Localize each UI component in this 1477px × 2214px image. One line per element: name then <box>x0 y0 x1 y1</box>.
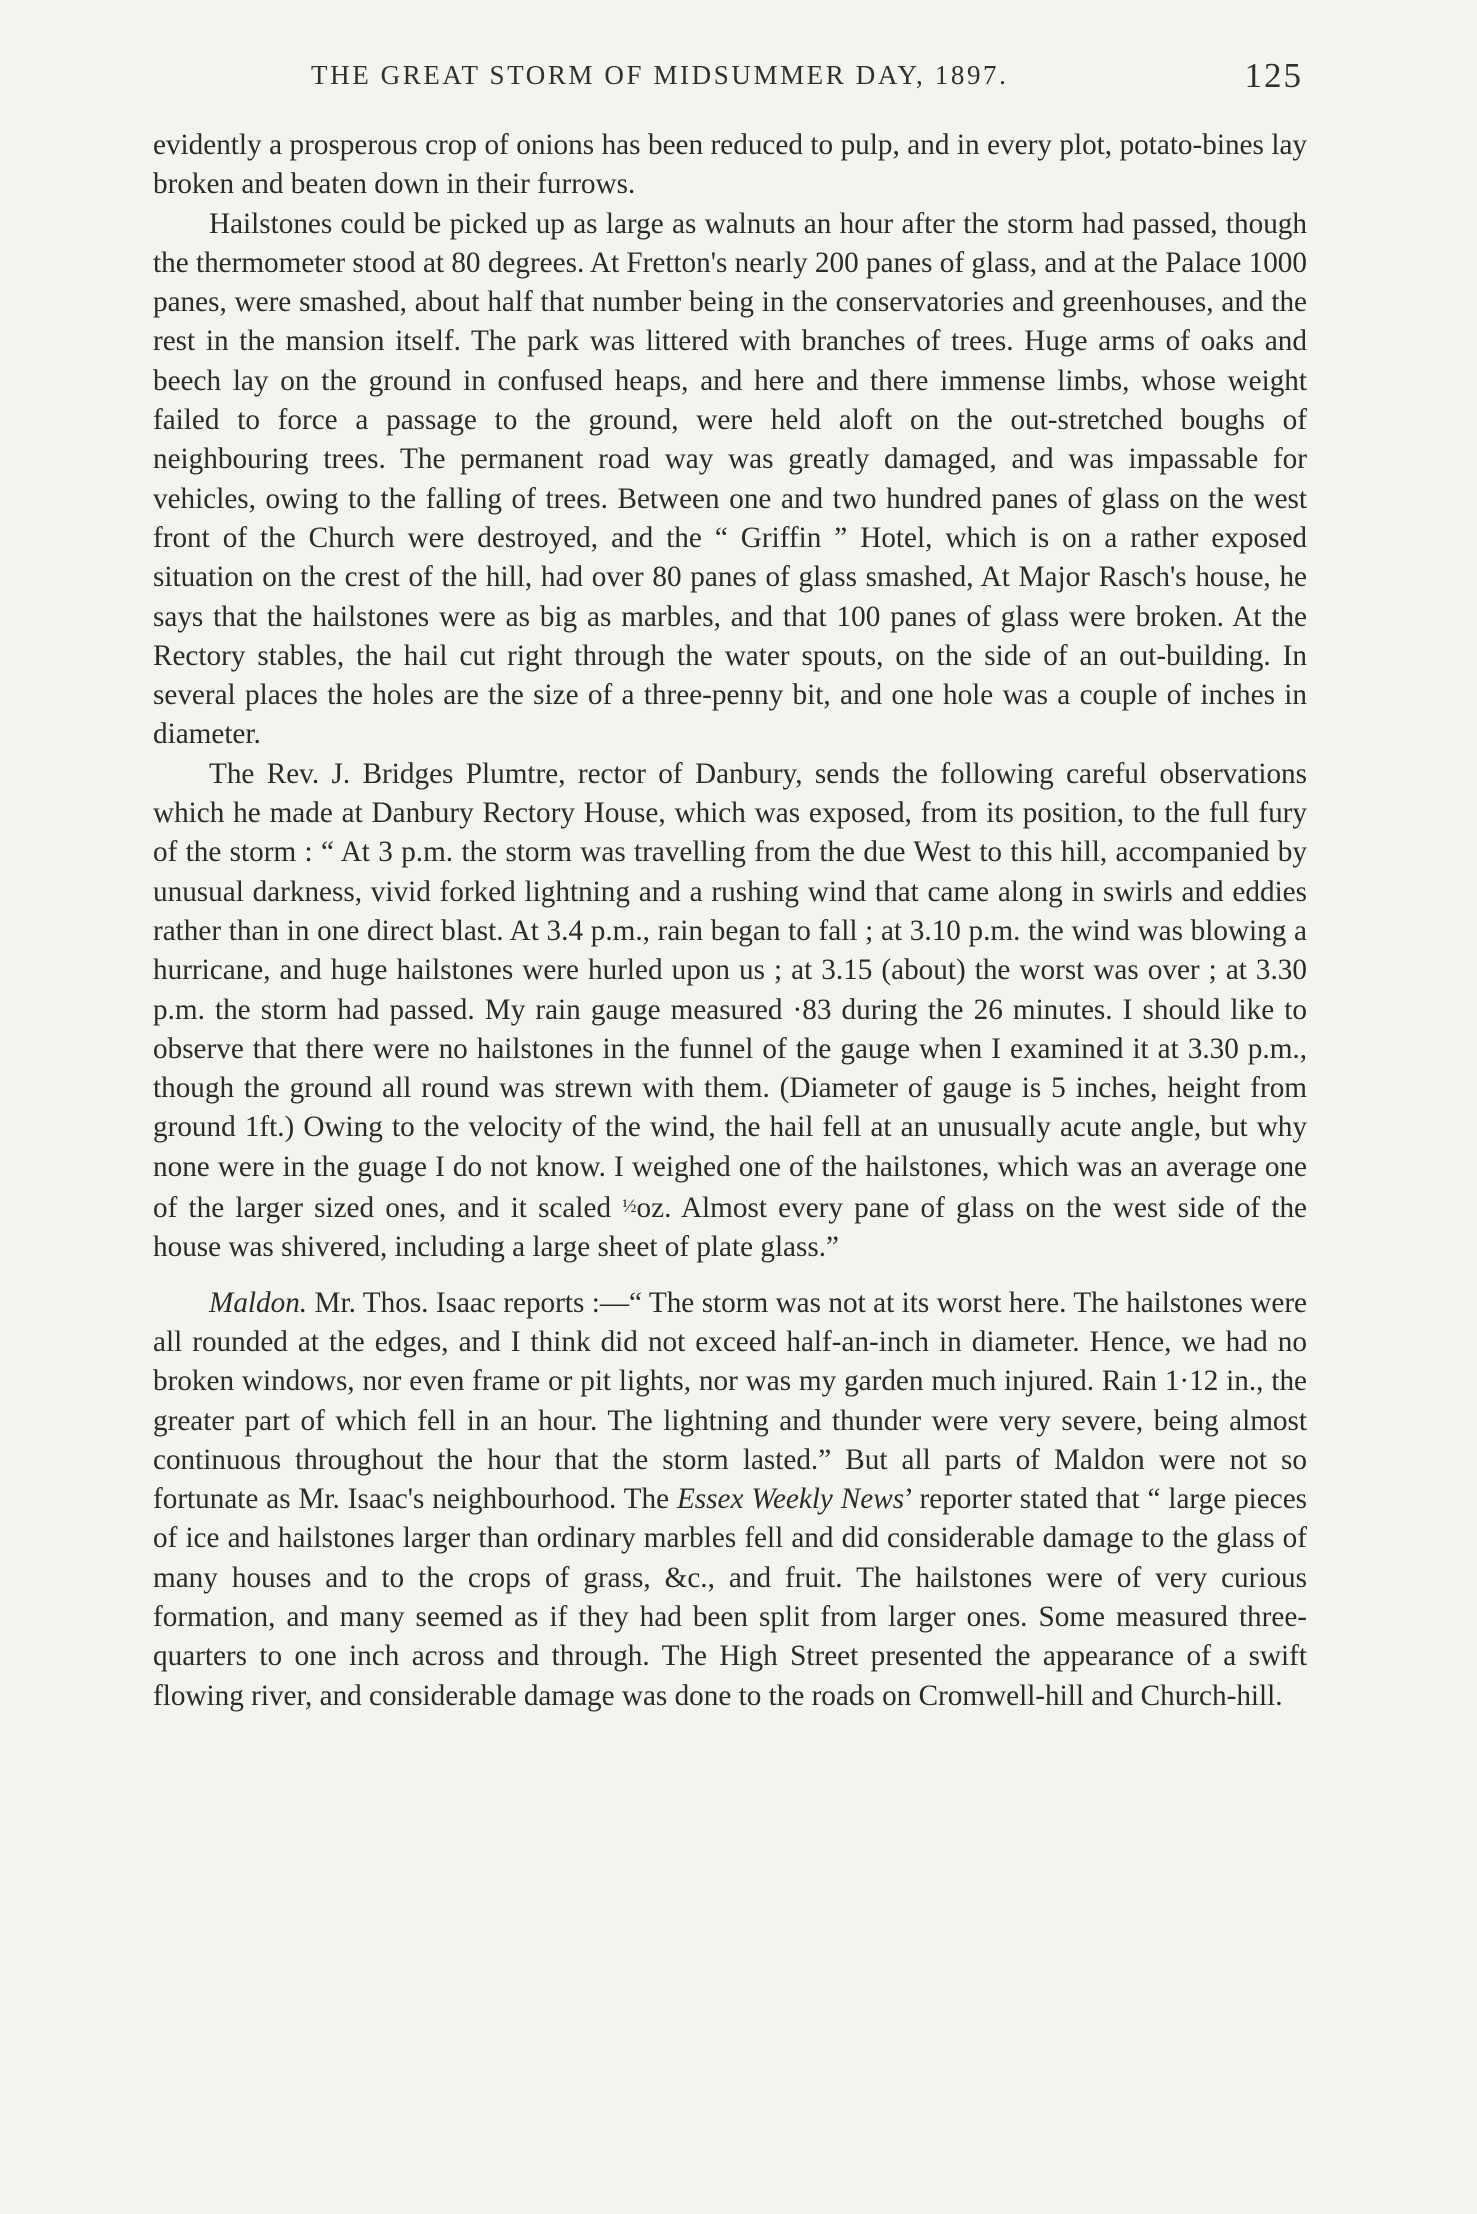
paragraph-hailstones: Hailstones could be picked up as large as walnuts an hour after the storm had passed, though the thermometer stood at 80 degrees. At Fretton's nearly 200 panes of glass, and at the Palace 1000 panes, were smashed, about half that number being in the conservatories and greenhouses, and the rest in the mansion itself. The park was littered with branches of trees. Huge arms of oaks and beech lay on the ground in confused heaps, and here and there immense limbs, whose weight failed to force a passage to the ground, were held aloft on the out-stretched boughs of neighbouring trees. The permanent road way was greatly damaged, and was impassable for vehicles, owing to the falling of trees. Between one and two hundred panes of glass on the west front of the Church were destroyed, and the “ Griffin ” Hotel, which is on a rather exposed situation on the crest of the hill, had over 80 panes of glass smashed, At Major Rasch's house, he says that the hailstones were as big as marbles, and that 100 panes of glass were broken. At the Rectory stables, the hail cut right through the water spouts, on the side of an out-building. In several places the holes are the size of a three-penny bit, and one hole was a couple of inches in diameter. <box>153 207 1307 751</box>
page-number: 125 <box>1244 56 1303 95</box>
running-head <box>153 56 1303 104</box>
paragraph-maldon <box>153 1284 1307 1716</box>
maldon-reporter-text: ’ reporter stated that “ large pieces of ice and hailstones larger than ordinary marbles fell and did considerable damage to the glass of many houses and to the crops of grass, &c., and fruit. The hailstones were of very curious formation, and many seemed as if they had been split from larger ones. Some measured three-quarters to one inch across and through. The High Street presented the appearance of a swift flowing river, and considerable damage was done to the roads on Cromwell-hill and Church-hill. <box>153 1483 1308 1712</box>
maldon-report-text: Mr. Thos. Isaac reports :—“ The storm was not at its worst here. The hailstones were all rounded at the edges, and I think did not exceed half-an-inch in diameter. Hence, we had no broken windows, nor even frame or pit lights, nor was my garden much injured. Rain 1·12 in., the greater part of which fell in an hour. The lightning and thunder were very severe, being almost continuous throughout the hour that the storm lasted.” But all parts of Maldon were not so fortunate as Mr. Isaac's neighbourhood. The <box>153 1286 1308 1516</box>
danbury-observations-end: oz. Almost every pane of glass on the west side of the house was shivered, including a large sheet of plate glass.” <box>153 1192 1308 1264</box>
paragraph-danbury-rectory <box>153 755 1307 1268</box>
newspaper-title: Essex Weekly News <box>676 1483 905 1516</box>
danbury-observations-text: The Rev. J. Bridges Plumtre, rector of Danbury, sends the following careful observations which he made at Danbury Rectory House, which was exposed, from its position, to the full fury of the storm : “ At 3 p.m. the storm was travelling from the due West to this hill, accompanied by unusual darkness, vivid forked lightning and a rushing wind that came along in swirls and eddies rather than in one direct blast. At 3.4 p.m., rain began to fall ; at 3.10 p.m. the wind was blowing a hurricane, and huge hailstones were hurled upon us ; at 3.15 (about) the worst was over ; at 3.30 p.m. the storm had passed. My rain gauge measured ·83 during the 26 minutes. I should like to observe that there were no hailstones in the funnel of the gauge when I examined it at 3.30 p.m., though the ground all round was strewn with them. (Diameter of gauge is 5 inches, height from ground 1ft.) Owing to the velocity of the wind, the hail fell at an unusually acute angle, but why none were in the guage I do not know. I weighed one of the hailstones, which was an average one of the larger sized ones, and it scaled <box>153 757 1307 1225</box>
place-name-maldon: Maldon. <box>209 1286 308 1319</box>
body-text <box>153 126 1307 1716</box>
half-fraction: ½ <box>622 1196 637 1218</box>
running-head-title: THE GREAT STORM OF MIDSUMMER DAY, 1897. <box>311 60 1009 90</box>
paragraph-onions: evidently a prosperous crop of onions has been reduced to pulp, and in every plot, potato-bines lay broken and beaten down in their furrows. <box>153 129 1307 201</box>
